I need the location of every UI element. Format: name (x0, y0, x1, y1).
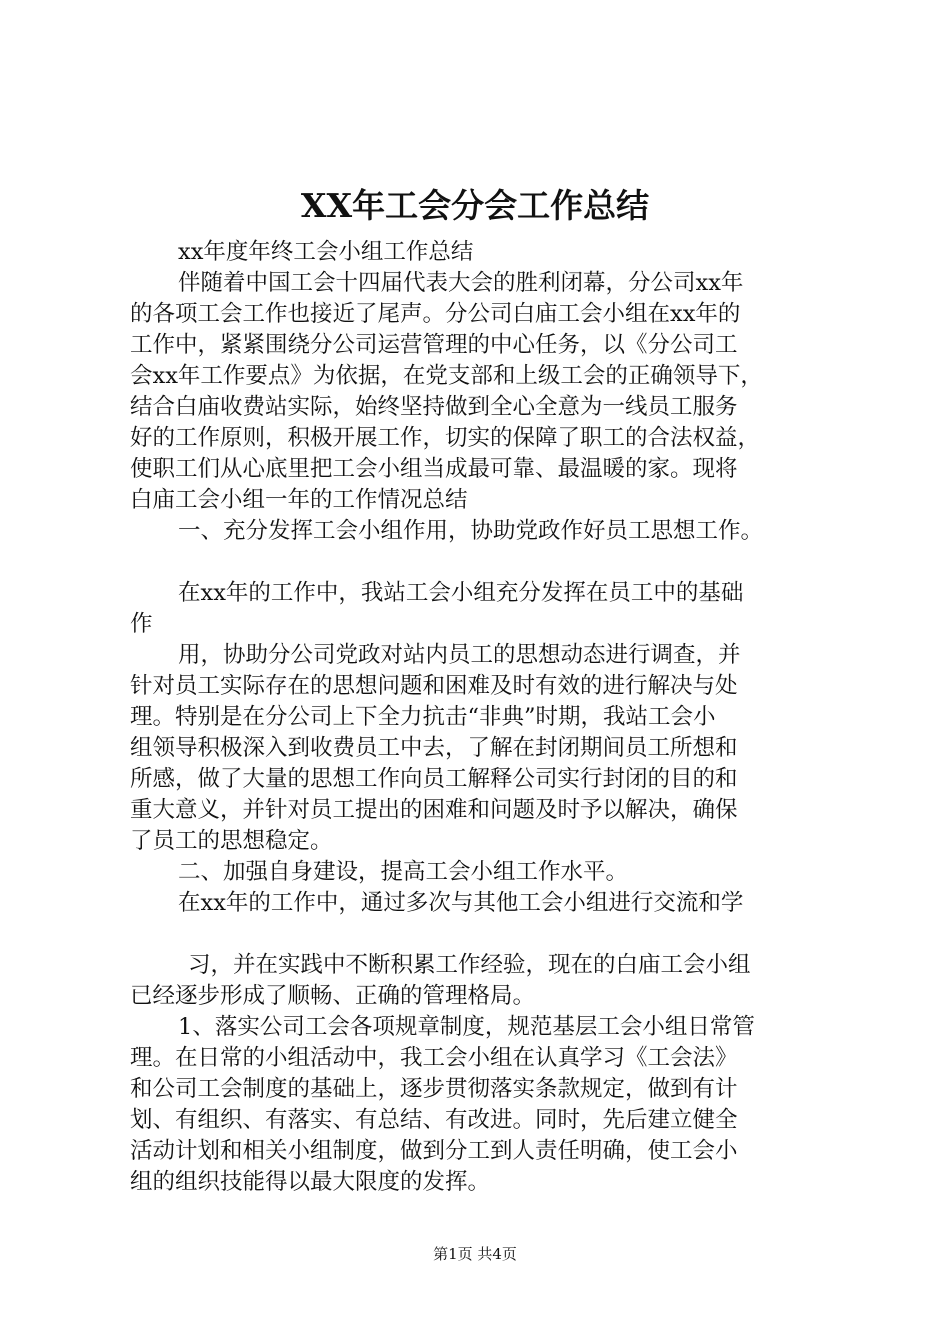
paragraph-line: 白庙工会小组一年的工作情况总结 (130, 487, 468, 513)
blank-line (130, 547, 850, 578)
paragraph-line: 划、有组织、有落实、有总结、有改进。同时，先后建立健全 (130, 1107, 738, 1133)
paragraph-line: 理。在日常的小组活动中，我工会小组在认真学习《工会法》 (130, 1045, 738, 1071)
paragraph-line: 了员工的思想稳定。 (130, 828, 333, 854)
paragraph-line: 作 (130, 611, 153, 637)
paragraph-line: 所感，做了大量的思想工作向员工解释公司实行封闭的目的和 (130, 766, 738, 792)
section-heading: 一、充分发挥工会小组作用，协助党政作好员工思想工作。 (178, 518, 764, 544)
paragraph-line: 用，协助分公司党政对站内员工的思想动态进行调查，并 (178, 642, 741, 668)
paragraph-line: 组的组织技能得以最大限度的发挥。 (130, 1169, 491, 1195)
paragraph-line: 和公司工会制度的基础上，逐步贯彻落实条款规定，做到有计 (130, 1076, 738, 1102)
paragraph-line: 重大意义，并针对员工提出的困难和问题及时予以解决，确保 (130, 797, 738, 823)
paragraph-line: 针对员工实际存在的思想问题和困难及时有效的进行解决与处 (130, 673, 738, 699)
numbered-item-line: 1、落实公司工会各项规章制度，规范基层工会小组日常管 (178, 1014, 755, 1040)
document-body (130, 237, 850, 1198)
paragraph-line: 在xx年的工作中，我站工会小组充分发挥在员工中的基础 (178, 580, 744, 606)
paragraph-line: 的各项工会工作也接近了尾声。分公司白庙工会小组在xx年的 (130, 301, 741, 327)
paragraph-line: 组领导积极深入到收费员工中去，了解在封闭期间员工所想和 (130, 735, 738, 761)
paragraph-line: 已经逐步形成了顺畅、正确的管理格局。 (130, 983, 536, 1009)
paragraph-line: 理。特别是在分公司上下全力抗击“非典”时期，我站工会小 (130, 704, 716, 730)
paragraph-line: 习，并在实践中不断积累工作经验，现在的白庙工会小组 (188, 952, 751, 978)
document-title: XX年工会分会工作总结 (300, 186, 650, 225)
paragraph-line: 活动计划和相关小组制度，做到分工到人责任明确，使工会小 (130, 1138, 738, 1164)
section-heading: 二、加强自身建设，提高工会小组工作水平。 (178, 859, 629, 885)
subtitle-line: xx年度年终工会小组工作总结 (178, 239, 474, 265)
paragraph-line: 结合白庙收费站实际，始终坚持做到全心全意为一线员工服务 (130, 394, 738, 420)
paragraph-line: 使职工们从心底里把工会小组当成最可靠、最温暖的家。现将 (130, 456, 738, 482)
paragraph-line: 伴随着中国工会十四届代表大会的胜利闭幕，分公司xx年 (178, 270, 744, 296)
paragraph-line: 在xx年的工作中，通过多次与其他工会小组进行交流和学 (178, 890, 744, 916)
paragraph-line: 好的工作原则，积极开展工作，切实的保障了职工的合法权益， (130, 425, 761, 451)
paragraph-line: 工作中，紧紧围绕分公司运营管理的中心任务，以《分公司工 (130, 332, 738, 358)
page-number-footer: 第1页 共4页 (433, 1245, 517, 1263)
blank-line (130, 919, 850, 950)
paragraph-line: 会xx年工作要点》为依据，在党支部和上级工会的正确领导下， (130, 363, 763, 389)
